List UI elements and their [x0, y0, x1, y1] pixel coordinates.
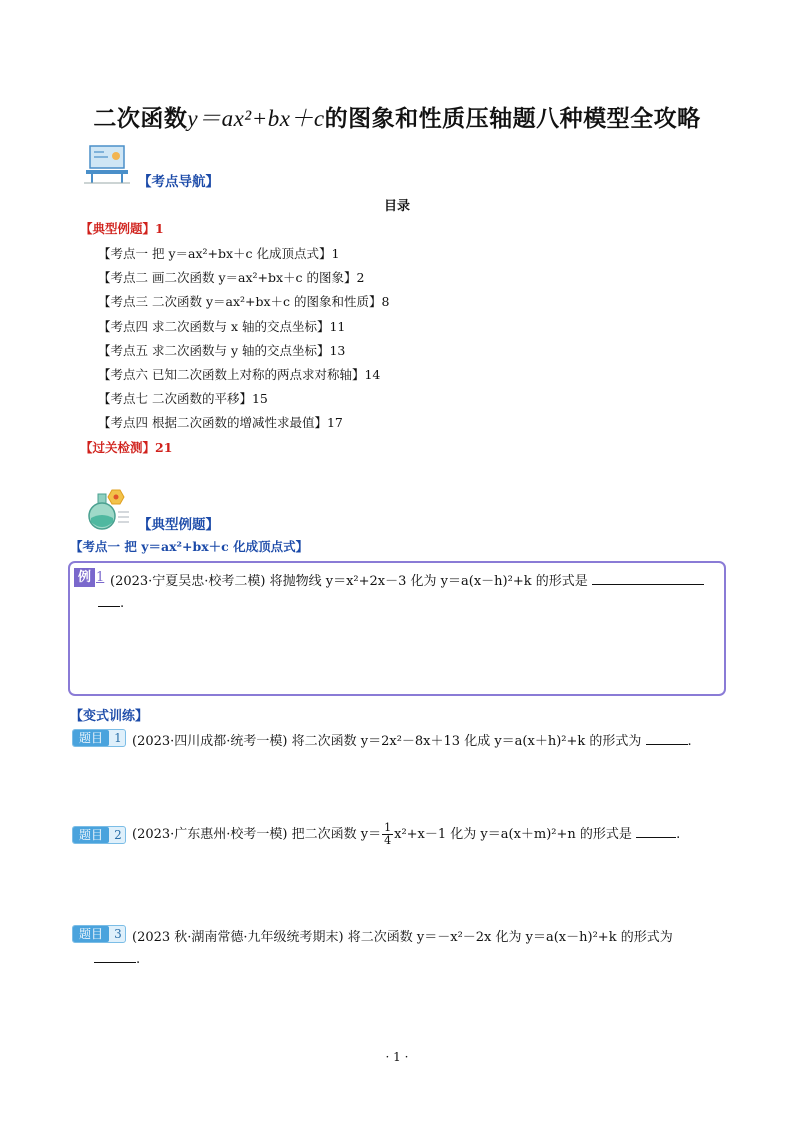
- kaodian-heading: 【考点一 把 y＝ax²+bx＋c 化成顶点式】: [70, 539, 309, 554]
- fraction: [382, 822, 393, 847]
- answer-blank[interactable]: [98, 594, 120, 607]
- question-text: [132, 926, 673, 945]
- question-body-b: x²+x－1 化为 y＝a(x＋m)²+n 的形式是: [394, 827, 632, 842]
- question-tag: [72, 826, 126, 844]
- question-end: .: [136, 952, 141, 967]
- question-body-a: (2023·广东惠州·校考一模) 把二次函数 y＝: [132, 827, 382, 842]
- fraction-denominator: 4: [384, 834, 392, 847]
- toc-typical-link[interactable]: 【典型例题】1: [80, 221, 164, 236]
- question-tag: [72, 925, 126, 943]
- toc-item[interactable]: 【考点四 根据二次函数的增减性求最值】17: [98, 415, 343, 430]
- question-tag-number: 1: [114, 731, 122, 745]
- question-end: .: [676, 827, 681, 842]
- example-question: (2023·宁夏吴忠·校考二模) 将抛物线 y＝x²+2x－3 化为 y＝a(x－h)²+k 的形式是: [110, 574, 588, 589]
- flask-icon: [86, 488, 130, 530]
- question-text-cont: [94, 950, 140, 967]
- page-title: [0, 100, 794, 133]
- page-number: · 1 ·: [385, 1050, 409, 1064]
- question-text: [132, 822, 680, 847]
- toc-heading: 目录: [383, 199, 410, 214]
- toc-check-link[interactable]: 【过关检测】21: [80, 440, 173, 455]
- answer-blank[interactable]: [94, 950, 136, 963]
- toc-item[interactable]: 【考点六 已知二次函数上对称的两点求对称轴】14: [98, 367, 381, 382]
- toc-item[interactable]: 【考点七 二次函数的平移】15: [98, 391, 268, 406]
- question-tag-label: 题目: [73, 926, 109, 942]
- question-end: .: [687, 734, 692, 749]
- title-suffix: 的图象和性质压轴题八种模型全攻略: [324, 105, 701, 132]
- example-text-cont: [98, 594, 124, 611]
- question-tag-label: 题目: [73, 730, 109, 746]
- fraction-numerator: 1: [384, 821, 392, 834]
- nav-label: 【考点导航】: [138, 174, 219, 190]
- section-label: 【典型例题】: [138, 517, 219, 533]
- question-tag-label: 题目: [73, 827, 109, 843]
- toc-item[interactable]: 【考点一 把 y＝ax²+bx＋c 化成顶点式】1: [98, 246, 340, 261]
- question-tag: [72, 729, 126, 747]
- question-body: (2023·四川成都·统考一模) 将二次函数 y＝2x²－8x＋13 化成 y＝a(x＋h)²+k 的形式为: [132, 734, 642, 749]
- toc-item[interactable]: 【考点二 画二次函数 y＝ax²+bx＋c 的图象】2: [98, 270, 365, 285]
- question-text: [132, 730, 692, 749]
- title-formula: y＝ax²+bx＋c: [187, 106, 325, 131]
- example-number: 1: [96, 570, 105, 585]
- title-prefix: 二次函数: [93, 105, 188, 132]
- question-tag-number: 2: [114, 828, 122, 842]
- question-tag-number: 3: [114, 927, 122, 941]
- toc-item[interactable]: 【考点五 求二次函数与 y 轴的交点坐标】13: [98, 343, 346, 358]
- question-body: (2023 秋·湖南常德·九年级统考期末) 将二次函数 y＝－x²－2x 化为 y＝a(x－h)²+k 的形式为: [132, 930, 673, 945]
- example-text: [110, 570, 704, 589]
- example-tag: 例: [74, 568, 95, 587]
- answer-blank[interactable]: [646, 732, 688, 745]
- example-end: .: [120, 596, 125, 611]
- variant-heading: 【变式训练】: [70, 709, 149, 724]
- classroom-icon: [84, 144, 130, 184]
- answer-blank[interactable]: [636, 825, 676, 838]
- answer-blank[interactable]: [592, 572, 704, 585]
- toc-item[interactable]: 【考点四 求二次函数与 x 轴的交点坐标】11: [98, 319, 346, 334]
- toc-item[interactable]: 【考点三 二次函数 y＝ax²+bx＋c 的图象和性质】8: [98, 294, 390, 309]
